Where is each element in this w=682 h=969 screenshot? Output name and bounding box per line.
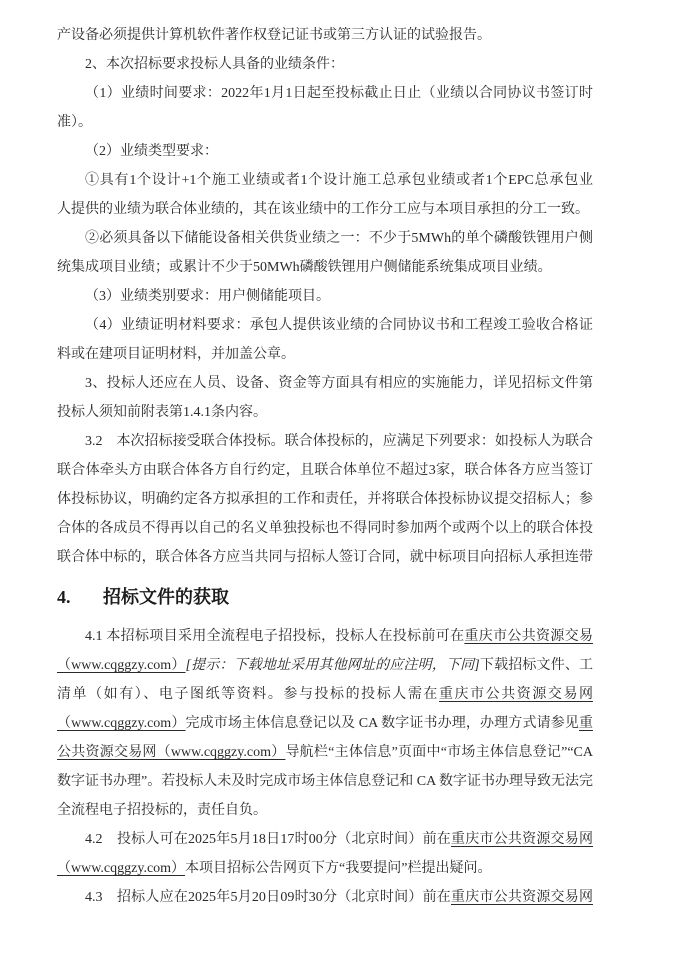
text-segment: 联合体中标的，联合体各方应当共同与招标人签订合同，就中标项目向招标人承担连带: [57, 550, 593, 565]
text-line: [57, 224, 593, 253]
website-link[interactable]: （www.cqggzy.com）: [57, 658, 186, 673]
text-line: [57, 738, 593, 767]
website-link[interactable]: 重庆市公共资源交易网: [438, 687, 593, 702]
text-line: [57, 427, 593, 456]
section-number: 4.: [57, 587, 71, 607]
text-segment: （3）业绩类别要求：用户侧储能项目。: [85, 289, 330, 304]
text-segment: ②必须具备以下储能设备相关供货业绩之一：不少于5MWh的单个磷酸铁锂用户侧: [85, 231, 593, 246]
text-line: [57, 340, 593, 369]
text-segment: 3.2 本次招标接受联合体投标。联合体投标的，应满足下列要求：如投标人为联合: [85, 434, 593, 449]
text-segment: 人提供的业绩为联合体业绩的，其在该业绩中的工作分工应与本项目承担的分工一致。: [57, 202, 589, 217]
text-line: [57, 79, 593, 108]
text-segment: 导航栏“主体信息”页面中“市场主体信息登记”“CA: [285, 745, 593, 760]
text-line: [57, 50, 593, 79]
text-segment: 料或在建项目证明材料，并加盖公章。: [57, 347, 295, 362]
website-link[interactable]: 公共资源交易网（www.cqggzy.com）: [57, 745, 286, 760]
text-segment: 下载招标文件、工: [479, 658, 593, 673]
website-link[interactable]: （www.cqggzy.com）: [57, 861, 186, 876]
website-link[interactable]: 重庆市公共资源交易网: [451, 832, 593, 847]
text-segment: 2、本次招标要求投标人具备的业绩条件：: [85, 57, 344, 72]
text-segment: 合体的各成员不得再以自己的名义单独投标也不得同时参加两个或两个以上的联合体投: [57, 521, 593, 536]
section-title: 招标文件的获取: [103, 587, 229, 607]
text-line: [57, 195, 593, 224]
text-segment: 4.3 招标人应在2025年5月20日09时30分（北京时间）前在: [85, 890, 452, 905]
text-line: [57, 398, 593, 427]
text-segment: ①具有1个设计+1个施工业绩或者1个设计施工总承包业绩或者1个EPC总承包业: [85, 173, 593, 188]
text-line: [57, 680, 593, 709]
text-segment: 准）。: [57, 115, 92, 130]
text-segment: 体投标协议，明确约定各方拟承担的工作和责任，并将联合体投标协议提交招标人；参: [57, 492, 593, 507]
text-segment: 4.2 投标人可在2025年5月18日17时00分（北京时间）前在: [85, 832, 452, 847]
text-segment: 联合体牵头方由联合体各方自行约定，且联合体单位不超过3家，联合体各方应当签订: [57, 463, 593, 478]
text-line: [57, 651, 593, 680]
text-segment: 投标人须知前附表第1.4.1条内容。: [57, 405, 267, 420]
text-segment: 产设备必须提供计算机软件著作权登记证书或第三方认证的试验报告。: [57, 28, 491, 43]
text-line: [57, 311, 593, 340]
text-segment: 4.1 本招标项目采用全流程电子招投标，投标人在投标前可在: [85, 629, 465, 644]
text-line: [57, 854, 593, 883]
text-line: [57, 825, 593, 854]
text-segment: 3、投标人还应在人员、设备、资金等方面具有相应的实施能力，详见招标文件第: [85, 376, 593, 391]
text-line: [57, 108, 593, 137]
website-link[interactable]: 重庆市公共资源交易: [464, 629, 593, 644]
text-line: [57, 456, 593, 485]
text-segment: 完成市场主体信息登记以及 CA 数字证书办理，办理方式请参见: [185, 716, 579, 731]
text-line: [57, 253, 593, 282]
text-segment: 统集成项目业绩；或累计不少于50MWh磷酸铁锂用户侧储能系统集成项目业绩。: [57, 260, 552, 275]
text-line: [57, 166, 593, 195]
text-segment: 数字证书办理”。若投标人未及时完成市场主体信息登记和 CA 数字证书办理导致无法完: [57, 774, 593, 789]
text-segment: （1）业绩时间要求：2022年1月1日起至投标截止日止（业绩以合同协议书签订时: [85, 86, 593, 101]
section-heading: [57, 572, 593, 622]
text-line: [57, 543, 593, 572]
text-line: [57, 282, 593, 311]
text-line: [57, 514, 593, 543]
website-link[interactable]: （www.cqggzy.com）: [57, 716, 186, 731]
text-segment: 全流程电子招投标的，责任自负。: [57, 803, 267, 818]
document-acquisition-section: [57, 622, 593, 912]
qualification-section: [57, 21, 593, 572]
hint-text: [提示：下载地址采用其他网址的应注明，下同]: [185, 658, 480, 673]
text-line: [57, 796, 593, 825]
text-segment: 本项目招标公告网页下方“我要提问”栏提出疑问。: [185, 861, 492, 876]
text-line: [57, 137, 593, 166]
website-link[interactable]: 重: [579, 716, 593, 731]
website-link[interactable]: 重庆市公共资源交易网: [451, 890, 593, 905]
text-segment: （4）业绩证明材料要求：承包人提供该业绩的合同协议书和工程竣工验收合格证: [85, 318, 593, 333]
document-page: [57, 21, 593, 912]
text-line: [57, 767, 593, 796]
text-line: [57, 709, 593, 738]
text-segment: 清单（如有）、电子图纸等资料。参与投标的投标人需在: [57, 687, 439, 702]
text-line: [57, 485, 593, 514]
text-line: [57, 883, 593, 912]
text-line: [57, 622, 593, 651]
text-line: [57, 21, 593, 50]
text-segment: （2）业绩类型要求：: [85, 144, 218, 159]
text-line: [57, 369, 593, 398]
